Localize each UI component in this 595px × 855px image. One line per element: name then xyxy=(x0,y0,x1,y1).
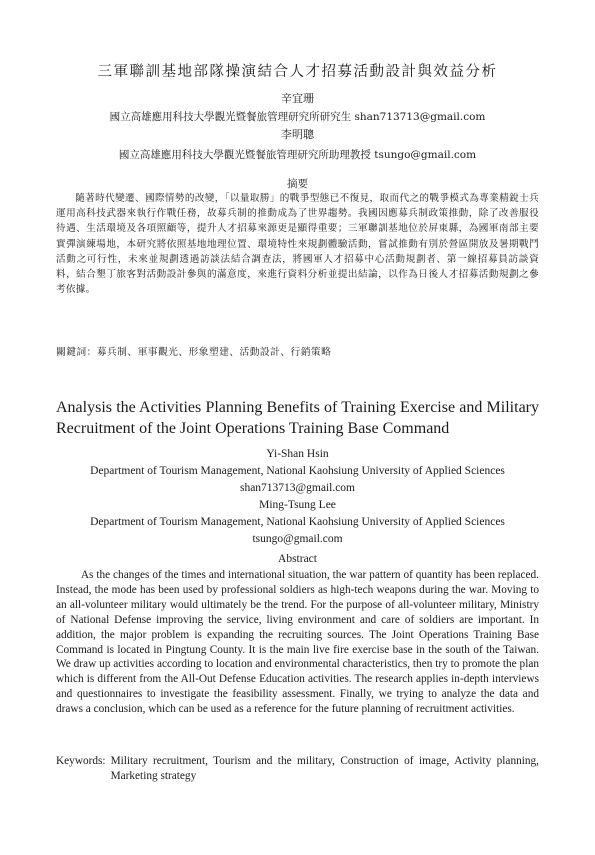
chinese-abstract-heading: 摘要 xyxy=(287,178,308,190)
chinese-author-2-name: 李明聰 xyxy=(281,128,314,141)
chinese-keywords: 關鍵詞：募兵制、軍事觀光、形象塑建、活動設計、行銷策略 xyxy=(56,347,332,358)
chinese-author-2-affiliation: 國立高雄應用科技大學觀光暨餐旅管理研究所助理教授 tsungo@gmail.com xyxy=(118,149,477,161)
english-author-1-name: Yi-Shan Hsin xyxy=(266,448,329,460)
english-abstract-heading: Abstract xyxy=(278,553,317,565)
english-keywords-list: Military recruitment, Tourism and the military, Construction of image, Activity planning, Marketing strategy xyxy=(110,755,539,782)
english-keywords xyxy=(56,754,539,784)
english-author-2-email: tsungo@gmail.com xyxy=(252,533,343,545)
chinese-author-1-name: 辛宜珊 xyxy=(281,92,314,105)
english-abstract-body: As the changes of the times and international situation, the war pattern of quantity has been replaced. Instead, the mode has been used by professional soldiers as high-tech weapons during the war. Moving to an all-volunteer military would ultimately be the trend. For the purpose of all-volunteer military, Ministry of National Defense improving the service, living environment and care of soldiers are important. In addition, the major problem is expanding the recruiting sources. The Joint Operations Training Base Command is located in Pingtung County. It is the main live fire exercise base in the south of the Taiwan. We draw up activities according to location and environmental characteristics, then try to promote the plan which is different from the All-Out Defense Education activities. The research applies in-depth interviews and questionnaires to investigate the feasibility assessment. Finally, we trying to analyze the data and draws a conclusion, which can be used as a reference for the future planning of recruitment activities. xyxy=(56,569,539,716)
english-author-1-department: Department of Tourism Management, National Kaohsiung University of Applied Sciences xyxy=(90,465,505,477)
chinese-title: 三軍聯訓基地部隊操演結合人才招募活動設計與效益分析 xyxy=(97,64,498,80)
english-author-2-department: Department of Tourism Management, National Kaohsiung University of Applied Sciences xyxy=(90,516,505,528)
english-title: Analysis the Activities Planning Benefits of Training Exercise and Military Recruitment of the Joint Operations Training Base Command xyxy=(56,399,539,437)
english-author-2-name: Ming-Tsung Lee xyxy=(259,499,336,511)
chinese-abstract-body: 隨著時代變遷、國際情勢的改變，「以量取勝」的戰爭型態已不復見，取而代之的戰爭模式為專業精銳士兵運用高科技武器來執行作戰任務，故募兵制的推動成為了世界趨勢。我國因應募兵制政策推動，除了改善服役待遇、生活環境及各項照顧等，提升人才招募來源更是顯得重要；三軍聯訓基地位於屏東縣，為國軍南部主要實彈演練場地，本研究將依照基地地理位置、環境特性來規劃體驗活動，嘗試推動有別於營區開放及暑期戰鬥活動之可行性，未來並規劃透過訪談法結合調查法，將國軍人才招募中心活動規劃者、第一線招募員訪談資料，結合墾丁旅客對活動設計參與的滿意度，來進行資料分析並提出結論，以作為日後人才招募活動規劃之參考依據。 xyxy=(56,193,539,296)
chinese-author-1-affiliation: 國立高雄應用科技大學觀光暨餐旅管理研究所研究生 shan713713@gmail.com xyxy=(109,111,486,123)
english-author-1-email: shan713713@gmail.com xyxy=(239,482,356,494)
english-keywords-label: Keywords: xyxy=(56,755,106,767)
